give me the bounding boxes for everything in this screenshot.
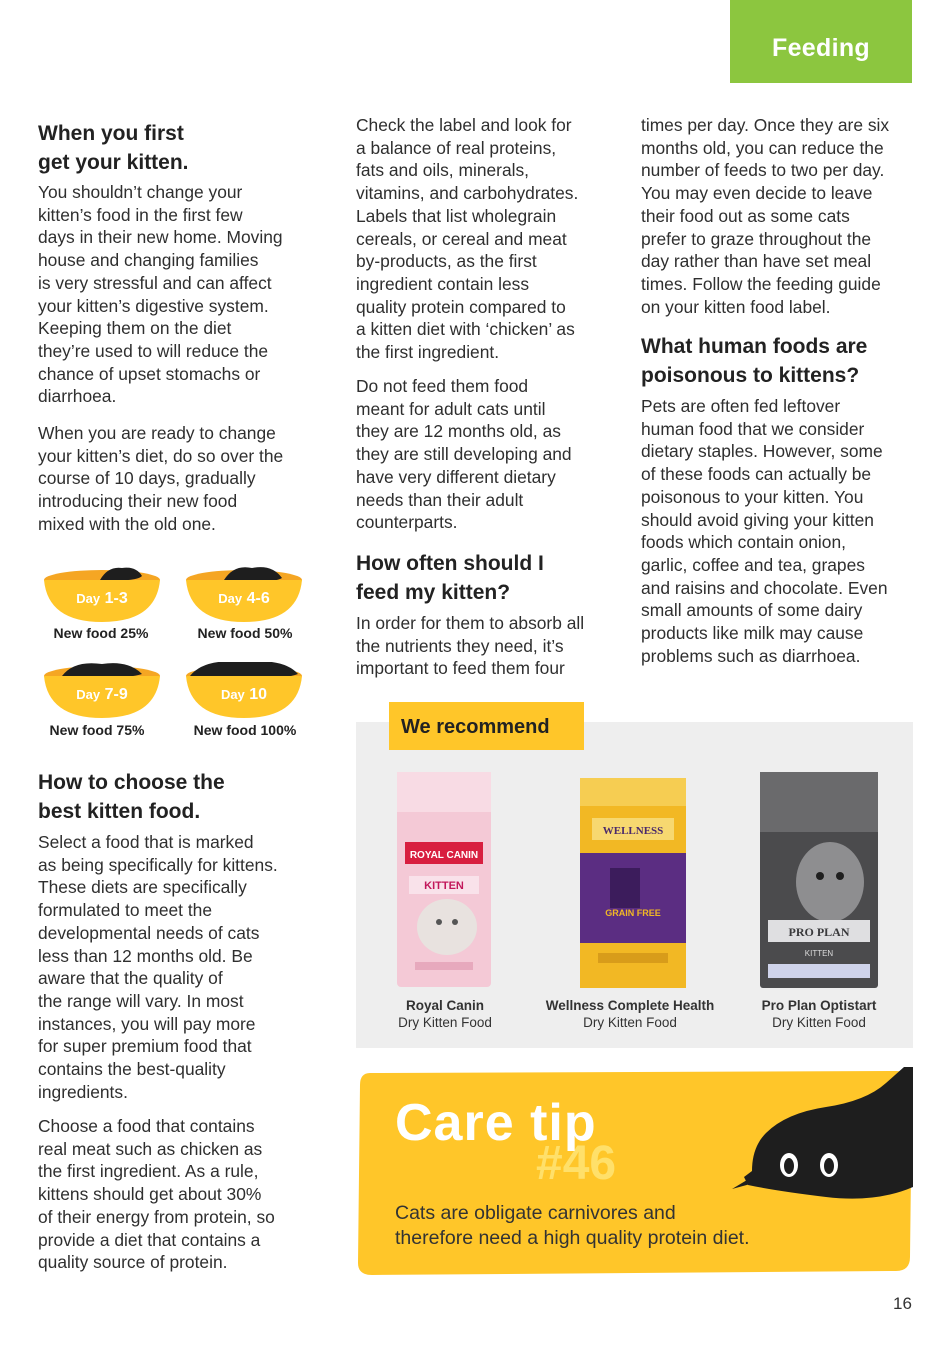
paragraph-select-food: Select a food that is marked as being specifically for kittens. These diets are specifically formulated to meet the developmental needs of cats less than 12 months old. Be aware that the quality of the range will vary. In most instances, you will pay more for super premium food that contains the best-quality ingredients. — [38, 832, 278, 1102]
heading-first-kitten: When you first get your kitten. — [38, 122, 189, 174]
pack-brand: PRO PLAN — [788, 925, 850, 939]
paragraph-human-food: Pets are often fed leftover human food that we consider dietary staples. However, some of these foods can actually be poisonous to your kitten. You should avoid giving your kitten foods which contain onion, garlic, coffee and tea, grapes and raisins and chocolate. Even small amounts of some dairy products like milk may cause problems such as diarrhoea. — [641, 396, 888, 666]
paragraph-feed-four: In order for them to absorb all the nutrients they need, it’s important to feed them four — [356, 613, 585, 679]
heading-how-often: How often should I feed my kitten? — [356, 552, 544, 604]
recommend-header — [389, 702, 584, 750]
recommend-label: We recommend — [401, 716, 550, 738]
col1-heading2-block — [38, 768, 328, 826]
bowl-caption-1: New food 25% — [53, 625, 149, 641]
bowl-stage-1 — [38, 566, 166, 628]
col1-para1-block — [38, 181, 328, 408]
col2-para1-block — [356, 114, 618, 364]
col1-heading-block — [38, 119, 328, 177]
section-tab-label: Feeding — [772, 34, 870, 62]
paragraph-real-meat: Choose a food that contains real meat such as chicken as the first ingredient. As a rule, kittens should get about 30% of their energy from protein, so provide a diet that contains a quality source of protein. — [38, 1116, 275, 1273]
pack-brand: ROYAL CANIN — [409, 850, 479, 861]
product-desc: Dry Kitten Food — [583, 1014, 677, 1030]
paragraph-times-per-day: times per day. Once they are six months old, you can reduce the number of feeds to two per day. You may even decide to leave their food out as some cats prefer to graze throughout the day rather than have set meal times. Follow the feeding guide on your kitten food label. — [641, 115, 890, 317]
pack-brand: WELLNESS — [602, 825, 664, 837]
product-royal-canin-caption — [345, 998, 545, 1031]
col2-para2-block — [356, 375, 618, 534]
col3-para1-block — [641, 114, 921, 318]
bowl-day-label: Day 10 — [220, 686, 268, 703]
col2-para3-block — [356, 612, 618, 680]
care-tip-title: Care tip — [395, 1094, 597, 1152]
page-number: 16 — [893, 1294, 912, 1313]
product-wellness-image[interactable] — [580, 778, 686, 993]
product-name: Royal Canin — [405, 998, 484, 1013]
heading-poisonous-foods: What human foods are poisonous to kittens? — [641, 335, 868, 387]
product-desc: Dry Kitten Food — [398, 1014, 492, 1030]
paragraph-adult-food: Do not feed them food meant for adult cats until they are 12 months old, as they are still developing and have very different dietary needs than their adult counterparts. — [356, 376, 572, 533]
product-royal-canin-image[interactable] — [395, 772, 493, 992]
col1-para3-block — [38, 831, 328, 1103]
product-desc: Dry Kitten Food — [772, 1014, 866, 1030]
bowl-caption-2: New food 50% — [197, 625, 293, 641]
section-tab — [730, 0, 912, 83]
bowl-stage-4 — [180, 662, 308, 724]
bowl-stage-3 — [38, 662, 166, 724]
bowl-day-label: Day 4-6 — [218, 590, 270, 607]
col2-heading-block — [356, 549, 618, 607]
product-name: Wellness Complete Health — [545, 998, 715, 1013]
care-tip-text: Cats are obligate carnivores and therefore need a high quality protein diet. — [395, 1202, 750, 1249]
heading-choose-food: How to choose the best kitten food. — [38, 771, 225, 823]
care-tip-number: #46 — [536, 1137, 617, 1190]
paragraph-dont-change-food: You shouldn’t change your kitten’s food in the first few days in their new home. Moving house and changing families is very stressful and can affect your kitten’s digestive system. Keeping them on the diet they’re used to will reduce the chance of upset stomachs or diarrhoea. — [38, 182, 283, 407]
paragraph-change-diet: When you are ready to change your kitten’s diet, do so over the course of 10 days, gradually introducing their new food mixed with the old one. — [38, 423, 284, 534]
col1-para2-block — [38, 422, 328, 536]
bowl-day-label: Day 1-3 — [76, 590, 128, 607]
col3-heading-block — [641, 332, 921, 390]
col1-para4-block — [38, 1115, 328, 1274]
bowl-caption-3: New food 75% — [49, 722, 145, 738]
pack-text: GRAIN FREE — [605, 908, 661, 918]
product-wellness-caption — [530, 998, 730, 1031]
product-name: Pro Plan Optistart — [761, 998, 877, 1013]
pack-text: KITTEN — [804, 949, 834, 958]
bowl-stage-2 — [180, 566, 308, 628]
paragraph-check-label: Check the label and look for a balance of real proteins, fats and oils, minerals, vitamins, and carbohydrates. Labels that list wholegrain cereals, or cereal and meat by-products, as the first ingredient contain less quality protein compared to a kitten diet with ‘chicken’ as the first ingredient. — [356, 115, 579, 363]
pack-text: KITTEN — [424, 880, 464, 892]
product-pro-plan-caption — [719, 998, 919, 1031]
col3-para2-block — [641, 395, 921, 667]
product-pro-plan-image[interactable] — [760, 772, 878, 993]
bowl-caption-4: New food 100% — [193, 722, 297, 738]
bowl-day-label: Day 7-9 — [76, 686, 128, 703]
